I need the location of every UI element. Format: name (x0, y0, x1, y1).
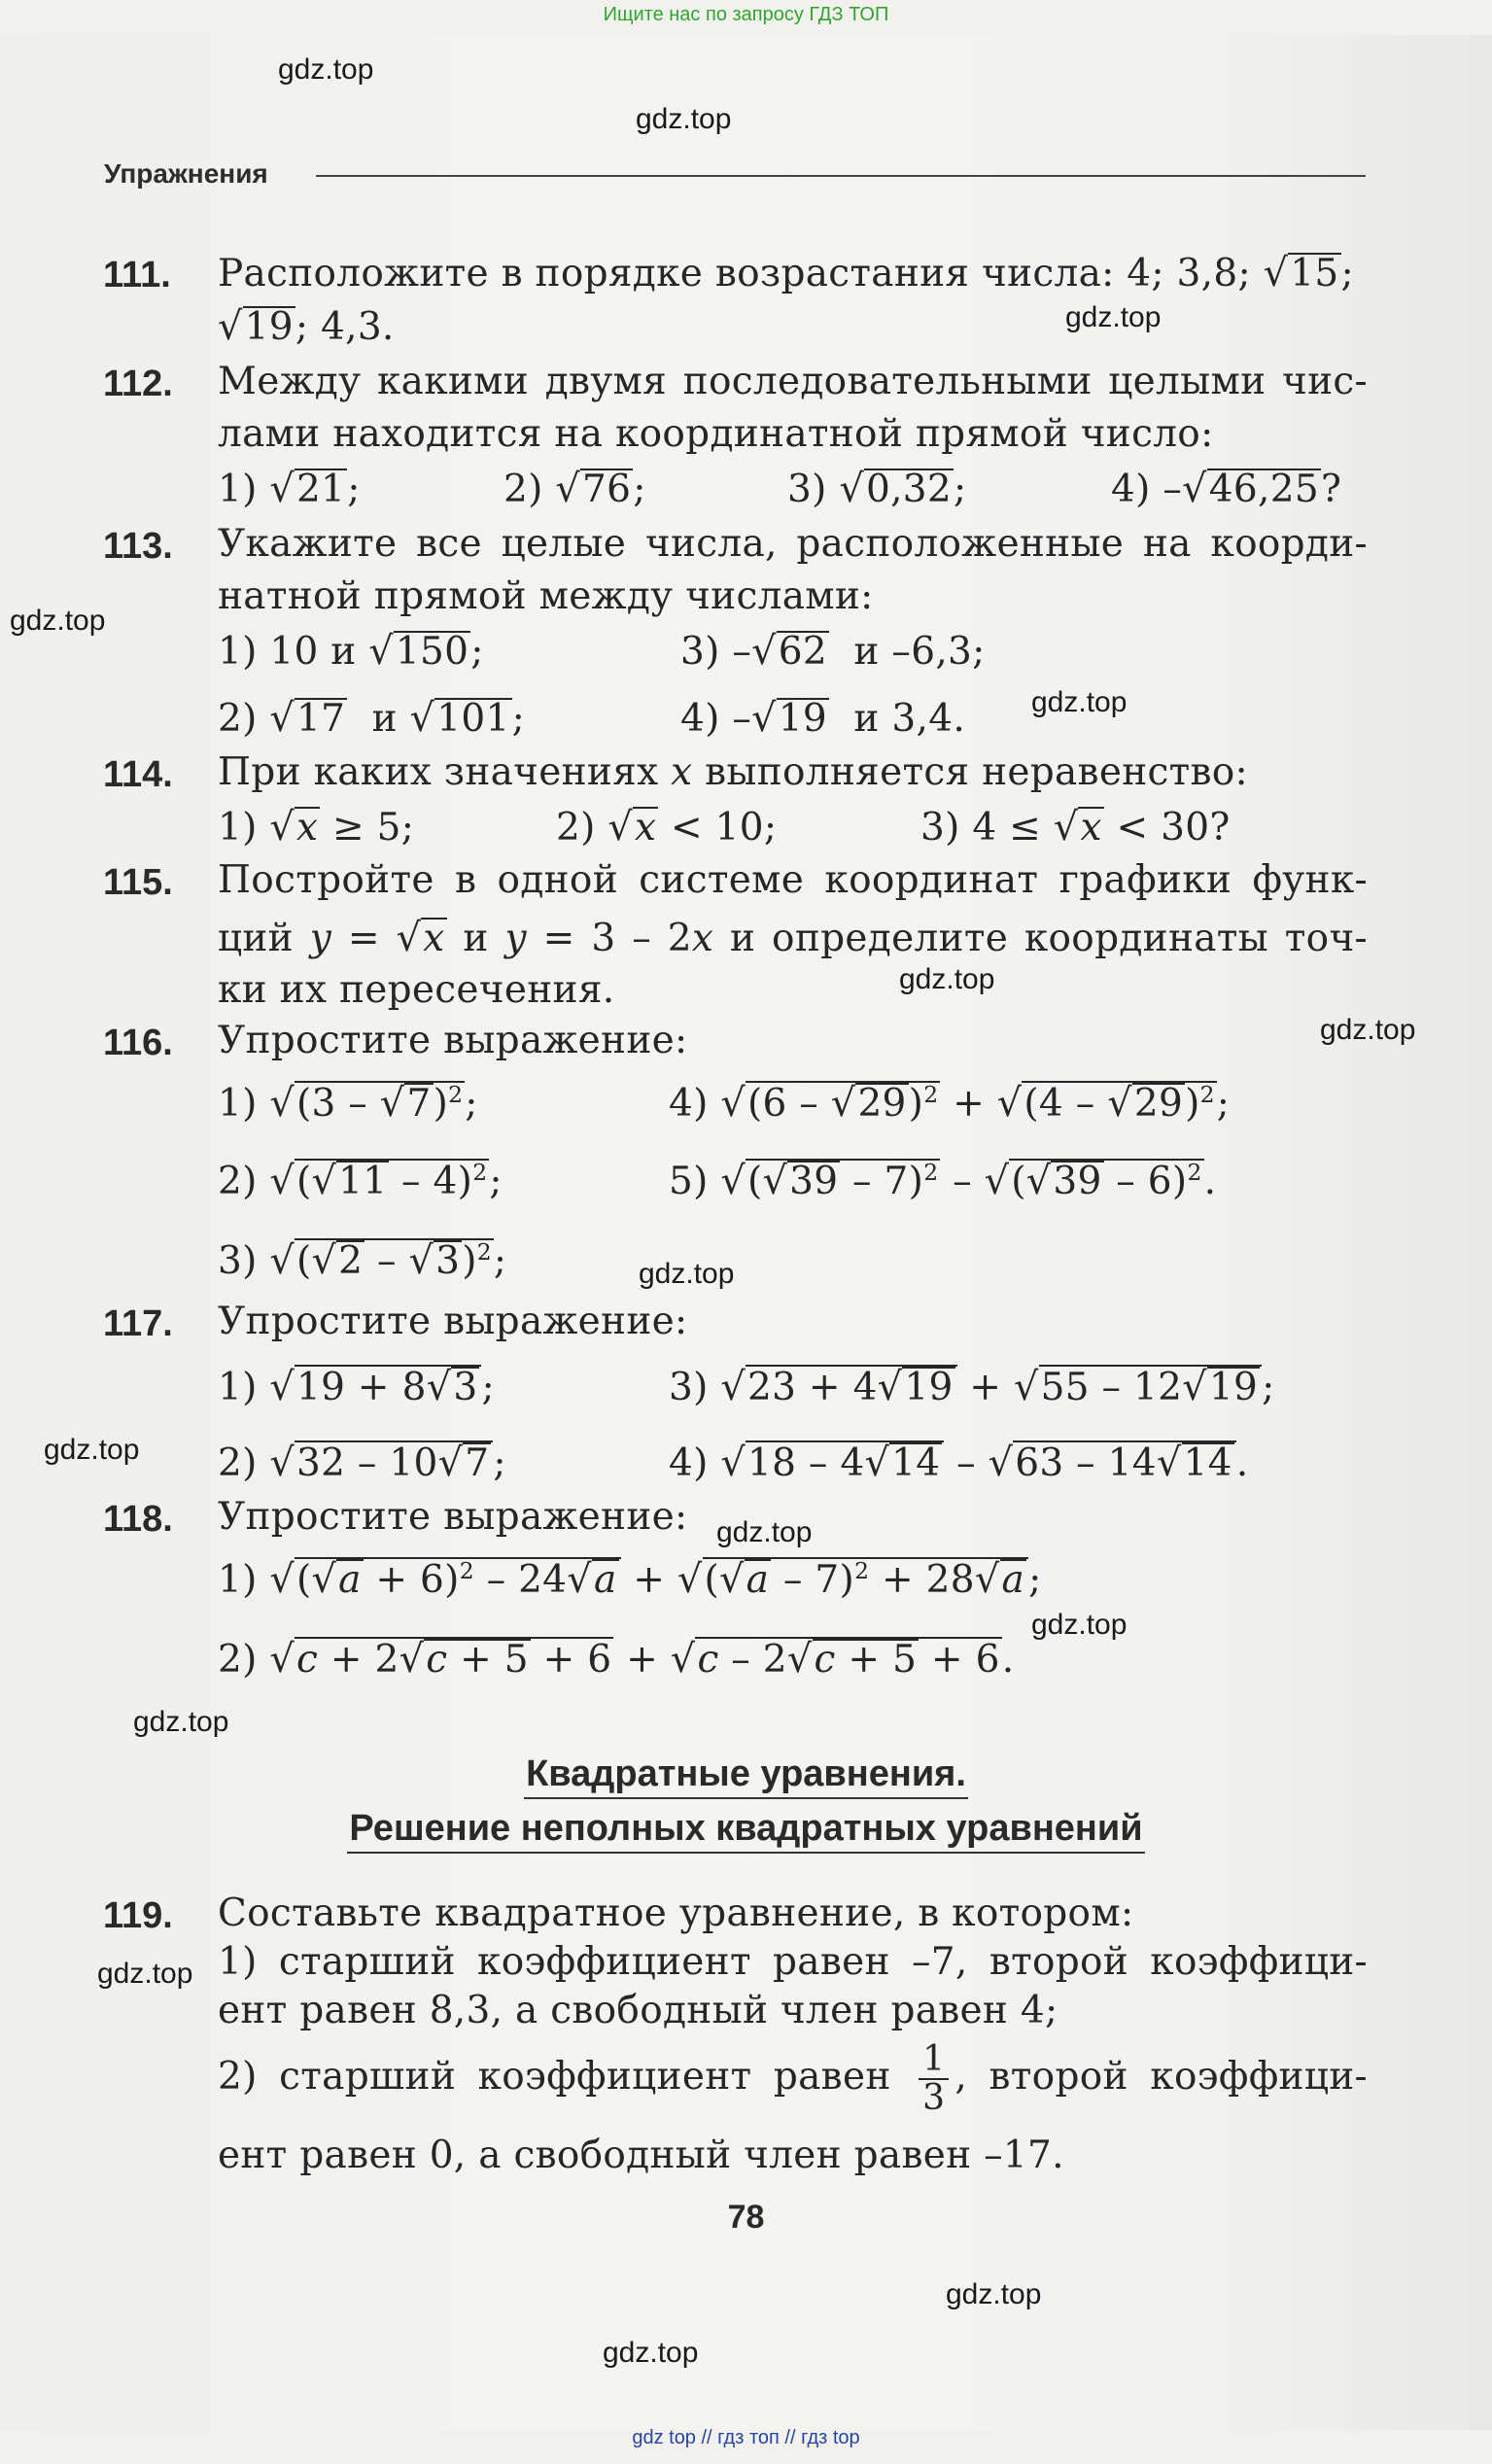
watermark: gdz.top (946, 2278, 1042, 2310)
exercise-117-item4: 4) √18 – 4√14 – √63 – 14√14 . (669, 1440, 1249, 1485)
exercise-119-line3: ент равен 8,3, а свободный член равен 4; (218, 1989, 1058, 2032)
section-heading-2: Решение неполных квадратных уравнений (0, 1808, 1492, 1850)
exercise-117-prompt: Упростите выражение: (218, 1300, 688, 1343)
exercise-117-item1: 1) √19 + 8√3 ; (218, 1365, 495, 1409)
exercise-115-line3: ки их пересечения. (218, 968, 615, 1012)
watermark: gdz.top (1320, 1014, 1416, 1046)
section-title: Упражнения (104, 158, 268, 189)
section-heading-1: Квадратные уравнения. (0, 1753, 1492, 1795)
exercise-115-line1: Постройте в одной системе координат графики функ- (218, 858, 1368, 902)
watermark: gdz.top (899, 963, 995, 995)
exercise-112-line1: Между какими двумя последовательными целыми чис- (218, 360, 1368, 403)
watermark: gdz.top (636, 103, 732, 135)
exercise-number: 117. (103, 1303, 173, 1344)
exercise-118-item1: 1) $√(√a + 6)^2 - 24√a + √(√a - 7)^2 + 28√a$ ; (218, 1557, 1042, 1602)
watermark: gdz.top (603, 2337, 699, 2369)
exercise-116-prompt: Упростите выражение: (218, 1019, 688, 1062)
exercise-116-item3: 3) √(√2 – √3)$^2$; (218, 1238, 507, 1283)
exercise-number: 119. (103, 1895, 173, 1936)
exercise-111-line2: √19; 4,3. (218, 304, 395, 349)
exercise-116-item1: 1) √(3 – √7)$^2$; (218, 1081, 478, 1126)
exercise-112-line2: лами находится на координатной прямой число: (218, 412, 1214, 456)
exercise-119-line5: ент равен 0, а свободный член равен –17. (218, 2134, 1064, 2177)
exercise-113-line2: натной прямой между числами: (218, 574, 874, 618)
section-rule (316, 175, 1366, 177)
exercise-115-line2: ций y = √x и y = 3 – 2x и определите координаты точ- (218, 916, 1369, 960)
exercise-116-item2: 2) √(√11 – 4)$^2$; (218, 1159, 503, 1203)
watermark: gdz.top (1031, 686, 1128, 718)
watermark: gdz.top (97, 1958, 193, 1990)
fraction: $\frac{1}{3}$ (919, 2041, 949, 2117)
exercise-number: 118. (103, 1499, 173, 1540)
exercise-114-line1: При каких значениях x выполняется неравенство: (218, 750, 1248, 794)
exercise-number: 113. (103, 526, 173, 567)
exercise-113-option3: 3) –√62 и –6,3; (680, 629, 986, 674)
exercise-112-options: 1) √21; (218, 467, 361, 511)
exercise-number: 114. (103, 754, 173, 795)
watermark: gdz.top (10, 605, 106, 637)
exercise-113-option1: 1) 10 и √150; (218, 629, 484, 674)
watermark: gdz.top (1065, 301, 1162, 333)
exercise-116-item4: 4) √(6 – √29)$^2$ + √(4 – √29)$^2$; (669, 1081, 1231, 1126)
exercise-114-option3: 3) 4 ≤ √x < 30? (920, 805, 1231, 850)
watermark: gdz.top (1031, 1609, 1128, 1641)
watermark: gdz.top (133, 1706, 229, 1738)
exercise-112-option2: 2) √76; (503, 467, 646, 511)
exercise-119-line4: 2) старший коэффициент равен $\frac{1}{3}$ , второй коэффици- (218, 2039, 1368, 2118)
top-banner-link[interactable]: Ищите нас по запросу ГДЗ ТОП (603, 4, 889, 25)
exercise-112-option3: 3) √0,32; (787, 467, 967, 511)
exercise-number: 111. (103, 255, 171, 295)
exercise-119-line1: Составьте квадратное уравнение, в котором: (218, 1891, 1134, 1935)
exercise-117-item2: 2) √32 – 10√7 ; (218, 1440, 506, 1485)
exercise-118-prompt: Упростите выражение: (218, 1495, 688, 1539)
exercise-114-option2: 2) √x < 10; (556, 805, 778, 850)
exercise-117-item3: 3) √23 + 4√19 + √55 – 12√19 ; (669, 1365, 1275, 1409)
exercise-113-option4: 4) –√19 и 3,4. (680, 696, 966, 741)
watermark: gdz.top (278, 53, 374, 86)
exercise-114-option1: 1) √x ≥ 5; (218, 805, 415, 850)
exercise-111-line1: Расположите в порядке возрастания числа: 4; 3,8; √15; (218, 251, 1354, 295)
watermark: gdz.top (716, 1516, 813, 1548)
watermark: gdz.top (44, 1434, 140, 1466)
exercise-number: 115. (103, 862, 173, 903)
exercise-number: 112. (103, 364, 173, 404)
bottom-banner-link[interactable]: gdz top // гдз топ // гдз top (632, 2427, 860, 2448)
exercise-113-line1: Укажите все целые числа, расположенные на коорди- (218, 522, 1368, 566)
page-number: 78 (727, 2199, 765, 2236)
watermark: gdz.top (639, 1258, 735, 1290)
exercise-112-option4: 4) –√46,25? (1111, 467, 1342, 511)
exercise-118-item2: 2) √c + 2√c + 5 + 6 + √c – 2√c + 5 + 6. (218, 1637, 1015, 1682)
exercise-number: 116. (103, 1023, 173, 1063)
exercise-119-line2: 1) старший коэффициент равен –7, второй коэффици- (218, 1940, 1368, 1984)
exercise-113-option2: 2) √17 и √101; (218, 696, 526, 741)
exercise-116-item5: 5) √(√39 – 7)$^2$ – √(√39 – 6)$^2$. (669, 1159, 1217, 1203)
